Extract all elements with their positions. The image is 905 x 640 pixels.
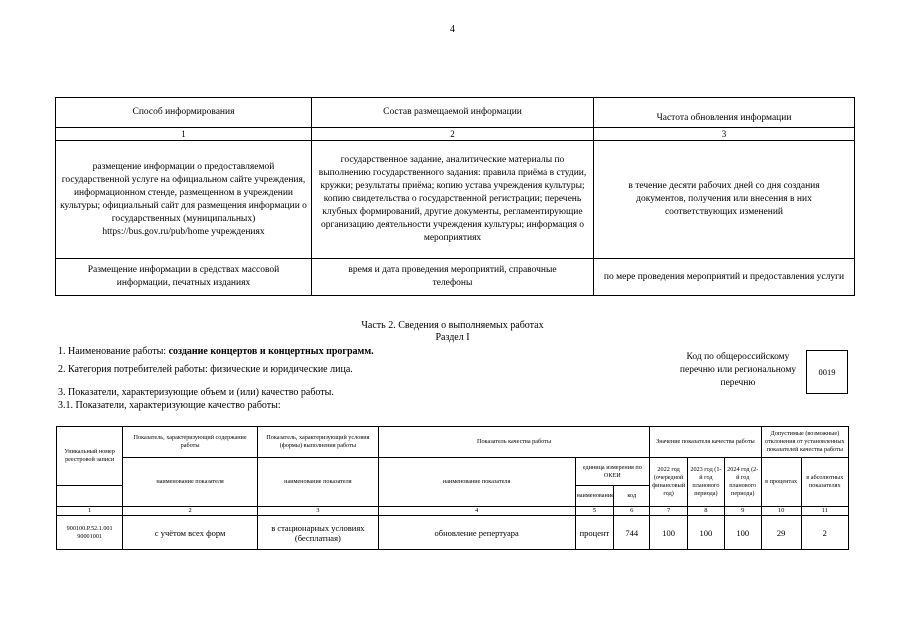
col-number: 2 [312, 128, 594, 141]
header-name: наименование показателя [257, 458, 378, 507]
cell-method: Размещение информации в средствах массовой информации, печатных изданиях [56, 259, 312, 296]
header-name: наименование показателя [378, 458, 575, 507]
header-name: наименование показателя [123, 458, 258, 507]
header-absolute: в абсолютных показателях [801, 458, 848, 507]
cell-content: время и дата проведения мероприятий, справочные телефоны [312, 259, 594, 296]
header-frequency: Частота обновления информации [594, 98, 855, 128]
header-year-2022: 2022 год (очередной финансовый год) [650, 458, 688, 507]
cell-content: с учётом всех форм [123, 516, 258, 550]
quality-indicators-table [56, 426, 849, 550]
header-unique-number-cont [57, 486, 123, 507]
page-number: 4 [450, 24, 455, 35]
header-year-2024: 2024 год (2-й год планового периода) [724, 458, 761, 507]
cell-indicator: обновление репертуара [378, 516, 575, 550]
cell-unit-code: 744 [614, 516, 650, 550]
header-content-indicator: Показатель, характеризующий содержание работы [123, 427, 258, 458]
col-number: 1 [56, 128, 312, 141]
work-name-value: создание концертов и концертных программ. [168, 346, 374, 357]
col-number: 5 [575, 507, 614, 516]
quality-indicators-line: 3.1. Показатели, характеризующие качество работы: [58, 400, 281, 411]
col-number: 4 [378, 507, 575, 516]
col-number: 3 [594, 128, 855, 141]
col-number: 6 [614, 507, 650, 516]
cell-unique-number: 900100.Р.52.1.001 90001001 [57, 516, 123, 550]
registry-code-box: 0019 [806, 350, 848, 394]
table-row [56, 141, 855, 259]
header-unit-code: код [614, 486, 650, 507]
header-percent: в процентах [761, 458, 801, 507]
col-number: 8 [688, 507, 725, 516]
col-number: 1 [57, 507, 123, 516]
col-number: 9 [724, 507, 761, 516]
header-conditions-indicator: Показатель, характеризующий условия (формы) выполнения работы [257, 427, 378, 458]
cell-method: размещение информации о предоставляемой государственной услуге на официальном сайте учреждения, информационном стенде, размещенном в учреждении культуры; официальный сайт для размещения информации о государственных (муниципальных) https://bus.gov.ru/pub/home учреждениях [56, 141, 312, 259]
cell-percent: 29 [761, 516, 801, 550]
cell-value-2024: 100 [724, 516, 761, 550]
header-unique-number: Уникальный номер реестровой записи [57, 427, 123, 486]
cell-conditions: в стационарных условиях (бесплатная) [257, 516, 378, 550]
cell-content: государственное задание, аналитические материалы по выполнению государственного задания: правила приёма в студии, кружки; результаты приёма; копию устава учреждения культуры; копию свидетельства о государственной регистрации; перечень клубных формирований, другие документы, регламентирующие организацию деятельности учреждения культуры; информация о мероприятиях [312, 141, 594, 259]
header-content: Состав размещаемой информации [312, 98, 594, 128]
table-row [56, 259, 855, 296]
work-name-line [58, 346, 374, 358]
registry-code-label: Код по общероссийскому перечню или региональному перечню [679, 352, 797, 388]
section-title: Раздел I [435, 332, 470, 343]
col-number: 10 [761, 507, 801, 516]
col-number: 3 [257, 507, 378, 516]
cell-unit-name: процент [575, 516, 614, 550]
header-method: Способ информирования [56, 98, 312, 128]
col-number: 2 [123, 507, 258, 516]
header-unit: единица измерения по ОКЕИ [575, 458, 650, 486]
col-number: 7 [650, 507, 688, 516]
table-row [57, 516, 849, 550]
part-title: Часть 2. Сведения о выполняемых работах [361, 320, 544, 331]
header-unit-name: наименование [575, 486, 614, 507]
header-deviation: Допустимые (возможные) отклонения от установленных показателей качества работы [761, 427, 848, 458]
header-quality-values: Значение показателя качества работы [650, 427, 761, 458]
col-number: 11 [801, 507, 848, 516]
cell-frequency: в течение десяти рабочих дней со дня создания документов, получения или внесения в них соответствующих изменений [594, 141, 855, 259]
cell-value-2022: 100 [650, 516, 688, 550]
work-name-label: 1. Наименование работы: [58, 346, 169, 357]
cell-absolute: 2 [801, 516, 848, 550]
header-year-2023: 2023 год (1-й год планового периода) [688, 458, 725, 507]
consumer-category-line: 2. Категория потребителей работы: физические и юридические лица. [58, 364, 353, 375]
cell-frequency: по мере проведения мероприятий и предоставления услуги [594, 259, 855, 296]
information-methods-table [55, 97, 855, 296]
header-quality-indicator: Показатель качества работы [378, 427, 649, 458]
cell-value-2023: 100 [688, 516, 725, 550]
indicators-line: 3. Показатели, характеризующие объем и (или) качество работы. [58, 387, 334, 398]
